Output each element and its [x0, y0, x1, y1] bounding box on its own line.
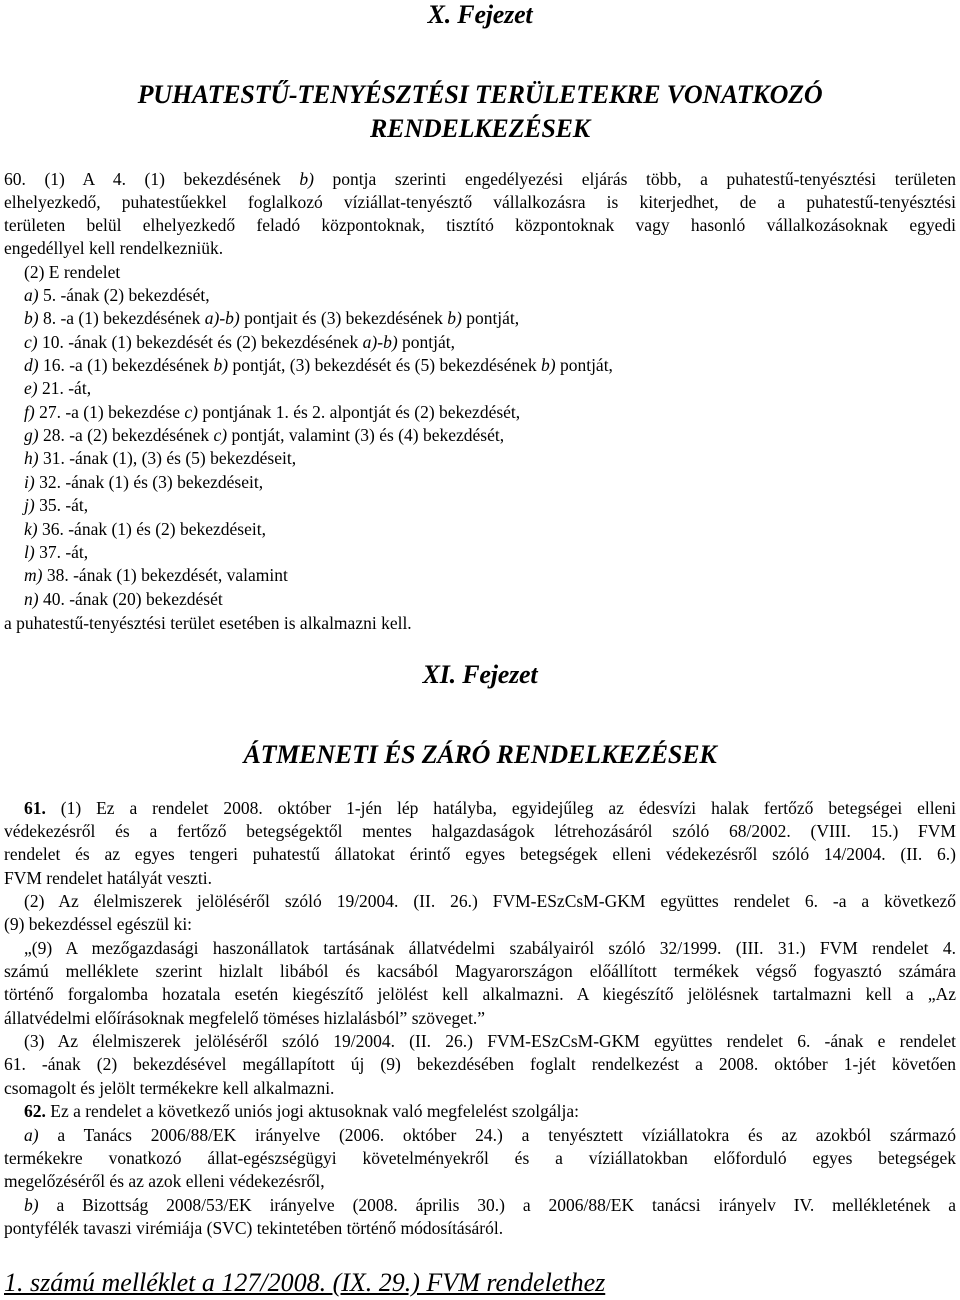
- section-61-line-13: csomagolt és jelölt termékekre kell alkalmazni.: [4, 1078, 335, 1098]
- section-61-line-10: állatvédelmi előírásoknak megfelelő töméses hizlalásból” szöveget.”: [4, 1008, 486, 1028]
- item-text: pontját,: [555, 355, 613, 375]
- section-61-line-9: történő forgalomba hozatala esetén kiegészítő jelölést kell alkalmazni. A kiegészítő jelölésnek tartalmazni kell a „Az: [4, 984, 956, 1004]
- list-item: [24, 518, 266, 540]
- point-reference: c): [213, 425, 228, 445]
- section-number: 60.: [4, 169, 26, 189]
- paragraph-text: (1) A 4. (1) bekezdésének: [25, 169, 300, 189]
- item-text: 28. -a (2) bekezdésének: [38, 425, 214, 445]
- section-62-b-line-2: pontyfélék tavaszi virémiája (SVC) tekintetében történő módosításáról.: [4, 1218, 504, 1238]
- item-text: 38. -ának (1) bekezdését, valamint: [42, 565, 288, 585]
- point-reference: a)-b): [362, 332, 398, 352]
- section-number: 62.: [24, 1101, 46, 1121]
- chapter-heading-xi: XI. Fejezet: [422, 660, 538, 689]
- item-text: 5. -ának (2) bekezdését,: [38, 285, 210, 305]
- point-reference: b): [447, 308, 462, 328]
- section-62-a-line-2: termékekre vonatkozó állat-egészségügyi követelményekről és a víziállatokban előforduló egyes betegségek: [4, 1148, 956, 1168]
- item-text: pontját,: [461, 308, 520, 328]
- item-text: pontját,: [397, 332, 456, 352]
- section-60-line-4: engedéllyel kell rendelkezniük.: [4, 238, 224, 258]
- point-reference: a)-b): [204, 308, 240, 328]
- list-item: [24, 564, 288, 586]
- section-62-b-line-1: [24, 1194, 956, 1216]
- item-text: pontjának 1. és 2. alpontját és (2) bekezdését,: [197, 402, 521, 422]
- list-item: [24, 331, 455, 353]
- item-text: 37. -át,: [34, 542, 89, 562]
- item-text: 35. -át,: [34, 495, 89, 515]
- item-letter: d): [24, 355, 39, 375]
- section-60-line-1: [4, 168, 956, 190]
- list-item: [24, 471, 263, 493]
- item-letter: a): [24, 1125, 39, 1145]
- item-text: 8. -a (1) bekezdésének: [38, 308, 205, 328]
- section-61-line-1: [24, 797, 956, 819]
- list-item: [24, 284, 210, 306]
- item-letter: h): [24, 448, 39, 468]
- section-62-intro: [24, 1100, 579, 1122]
- chapter-title: PUHATESTŰ-TENYÉSZTÉSI TERÜLETEKRE VONATKOZÓ: [137, 80, 823, 109]
- section-61-line-2: védekezésről és a fertőző betegségektől mentes halgazdaságok létrehozásáról szóló 68/2002. (VIII. 15.) FVM: [4, 821, 956, 841]
- list-item: [24, 354, 613, 376]
- item-text: pontjait és (3) bekezdésének: [239, 308, 448, 328]
- paragraph-text: pontja szerinti engedélyezési eljárás több, a puhatestű-tenyésztési területen: [313, 169, 956, 189]
- section-62-a-line-3: megelőzéséről és az azok elleni védekezésről,: [4, 1171, 325, 1191]
- item-letter: b): [24, 308, 39, 328]
- point-reference: b): [213, 355, 229, 375]
- item-text: 31. -ának (1), (3) és (5) bekezdéseit,: [38, 448, 297, 468]
- item-letter: e): [24, 378, 38, 398]
- point-reference: b): [541, 355, 556, 375]
- list-item: [24, 401, 520, 423]
- chapter-heading: X. Fejezet: [427, 0, 533, 29]
- section-61-line-12: 61. -ának (2) bekezdésével megállapított új (9) bekezdésében foglalt rendelkezést a 2008. október 1-jét követően: [4, 1054, 956, 1074]
- paragraph-text: (1) Ez a rendelet 2008. október 1-jén lép hatályba, egyidejűleg az édesvízi halak fertőző betegségei elleni: [45, 798, 956, 818]
- paragraph-text: a Bizottság 2008/53/EK irányelve (2008. április 30.) a 2006/88/EK tanácsi irányelv IV. mellékletének a: [38, 1195, 956, 1215]
- paragraph-text: a Tanács 2006/88/EK irányelve (2006. október 24.) a tenyésztett víziállatokra és az azokból származó: [38, 1125, 956, 1145]
- item-text: pontját, valamint (3) és (4) bekezdését,: [227, 425, 505, 445]
- item-letter: m): [24, 565, 43, 585]
- list-item: [24, 307, 519, 329]
- item-text: 40. -ának (20) bekezdését: [38, 589, 223, 609]
- list-item: [24, 424, 504, 446]
- item-letter: k): [24, 519, 38, 539]
- section-61-line-11: (3) Az élelmiszerek jelöléséről szóló 19/2004. (II. 26.) FVM-ESzCsM-GKM együttes rendelet 6. -ának e rendelet: [24, 1031, 956, 1051]
- item-text: 36. -ának (1) és (2) bekezdéseit,: [37, 519, 266, 539]
- item-text: 10. -ának (1) bekezdését és (2) bekezdésének: [37, 332, 363, 352]
- item-text: 16. -a (1) bekezdésének: [38, 355, 214, 375]
- item-text: 27. -a (1) bekezdése: [34, 402, 185, 422]
- section-60-paragraph-2-intro: (2) E rendelet: [24, 262, 121, 282]
- list-item: [24, 447, 296, 469]
- chapter-title-xi: ÁTMENETI ÉS ZÁRÓ RENDELKEZÉSEK: [243, 740, 717, 769]
- item-letter: g): [24, 425, 39, 445]
- item-text: 21. -át,: [37, 378, 92, 398]
- section-61-line-7: „(9) A mezőgazdasági haszonállatok tartásának állatvédelmi szabályairól szóló 32/1999. (III. 31.) FVM rendelet 4.: [24, 938, 956, 958]
- section-61-line-4: FVM rendelet hatályát veszti.: [4, 868, 212, 888]
- section-60-closing: a puhatestű-tenyésztési terület esetében is alkalmazni kell.: [4, 613, 412, 633]
- section-61-line-5: (2) Az élelmiszerek jelöléséről szóló 19/2004. (II. 26.) FVM-ESzCsM-GKM együttes rendelet 6. -a a következő: [24, 891, 956, 911]
- item-letter: a): [24, 285, 39, 305]
- point-reference: b): [299, 169, 314, 189]
- item-text: pontját, (3) bekezdését és (5) bekezdésének: [228, 355, 541, 375]
- item-letter: b): [24, 1195, 39, 1215]
- chapter-title-continued: RENDELKEZÉSEK: [370, 114, 590, 143]
- section-number: 61.: [24, 798, 46, 818]
- point-reference: c): [184, 402, 198, 422]
- list-item: [24, 377, 91, 399]
- list-item: [24, 541, 88, 563]
- section-61-line-8: számú melléklete szerint hizlalt libából és kacsából Magyarországon előállított termékek végső fogyasztó számára: [4, 961, 956, 981]
- section-60-line-3: területen belül elhelyezkedő feladó központoknak, tisztító központoknak vagy hasonló vállalkozásoknak egyedi: [4, 215, 956, 235]
- item-text: 32. -ának (1) és (3) bekezdéseit,: [34, 472, 264, 492]
- item-letter: f): [24, 402, 35, 422]
- item-letter: c): [24, 332, 38, 352]
- list-item: [24, 588, 223, 610]
- item-letter: n): [24, 589, 39, 609]
- list-item: [24, 494, 88, 516]
- section-61-line-3: rendelet és az egyes tengeri puhatestű állatokat érintő egyes betegségek elleni védekezésről szóló 14/2004. (II. 6.): [4, 844, 956, 864]
- section-61-line-6: (9) bekezdéssel egészül ki:: [4, 914, 193, 934]
- annex-title-link[interactable]: 1. számú melléklet a 127/2008. (IX. 29.) FVM rendelethez: [4, 1268, 606, 1297]
- item-letter: i): [24, 472, 35, 492]
- item-letter: j): [24, 495, 35, 515]
- section-62-a-line-1: [24, 1124, 956, 1146]
- paragraph-text: Ez a rendelet a következő uniós jogi aktusoknak való megfelelést szolgálja:: [45, 1101, 579, 1121]
- item-letter: l): [24, 542, 35, 562]
- section-60-line-2: elhelyezkedő, puhatestűekkel foglalkozó víziállat-tenyésztő vállalkozásra is kiterjedhet, de a puhatestű-tenyésztési: [4, 192, 956, 212]
